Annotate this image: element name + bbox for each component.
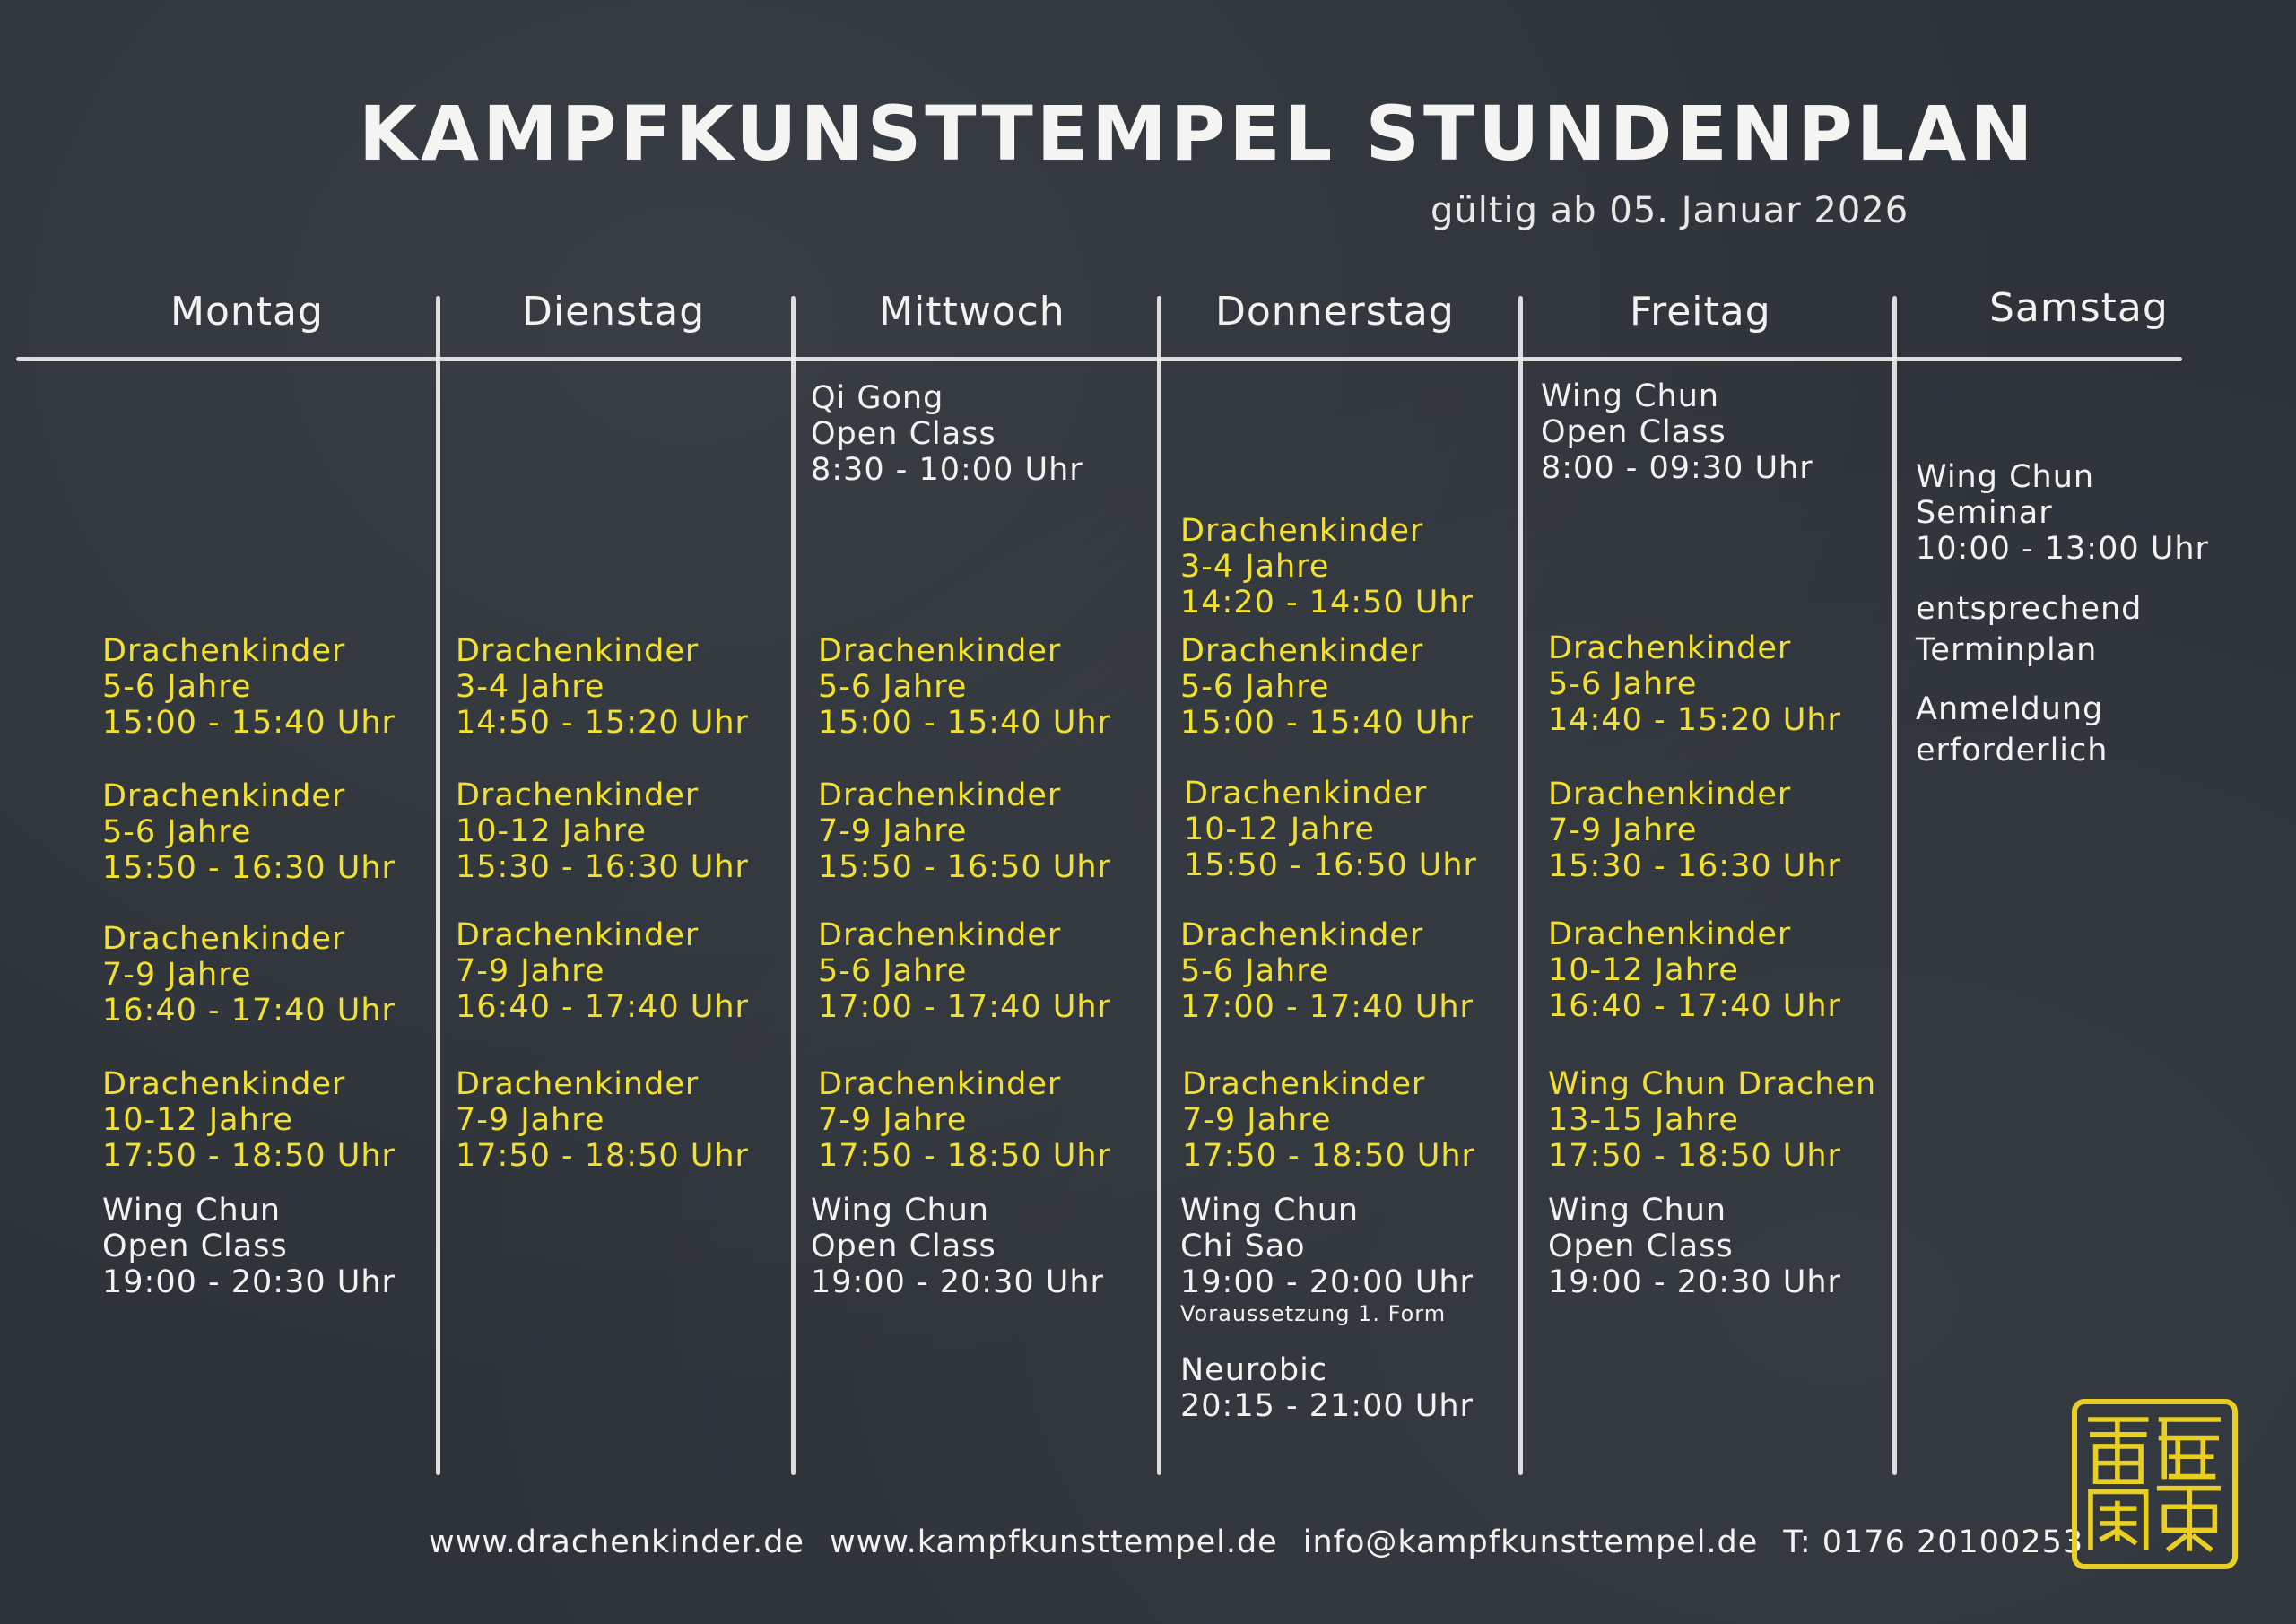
class-entry: Wing Chun Drachen 13-15 Jahre 17:50 - 18:50 Uhr [1548, 1066, 1877, 1174]
day-header-donnerstag: Donnerstag [1215, 289, 1455, 334]
website-link-drachenkinder[interactable]: www.drachenkinder.de [429, 1524, 804, 1560]
class-entry: Drachenkinder 5-6 Jahre 17:00 - 17:40 Uhr [1180, 917, 1474, 1025]
valid-from-date: gültig ab 05. Januar 2026 [1431, 190, 1909, 231]
class-entry: Drachenkinder 7-9 Jahre 17:50 - 18:50 Uhr [456, 1066, 749, 1174]
class-entry: Drachenkinder 7-9 Jahre 16:40 - 17:40 Uhr [456, 917, 749, 1025]
class-entry: Neurobic 20:15 - 21:00 Uhr [1180, 1352, 1474, 1424]
class-entry: Drachenkinder 7-9 Jahre 15:50 - 16:50 Uhr [818, 777, 1111, 885]
class-entry: Wing Chun Open Class 19:00 - 20:30 Uhr [811, 1193, 1104, 1300]
class-entry: Drachenkinder 10-12 Jahre 15:30 - 16:30 Uhr [456, 777, 749, 885]
class-entry: Wing Chun Chi Sao 19:00 - 20:00 Uhr Voraussetzung 1. Form [1180, 1193, 1474, 1326]
class-entry: Drachenkinder 3-4 Jahre 14:50 - 15:20 Uhr [456, 633, 749, 741]
class-entry: Drachenkinder 5-6 Jahre 15:00 - 15:40 Uhr [102, 633, 396, 741]
phone-number: T: 0176 20100253 [1783, 1524, 2084, 1560]
column-divider [791, 296, 796, 1475]
email-link[interactable]: info@kampfkunsttempel.de [1302, 1524, 1759, 1560]
class-entry: Drachenkinder 10-12 Jahre 16:40 - 17:40 Uhr [1548, 916, 1841, 1024]
day-header-freitag: Freitag [1630, 289, 1771, 334]
header-divider [16, 357, 2182, 361]
class-entry: Wing Chun Open Class 19:00 - 20:30 Uhr [102, 1193, 396, 1300]
chinese-seal-stamp-icon [2072, 1399, 2238, 1569]
day-header-montag: Montag [170, 289, 324, 334]
class-entry: Drachenkinder 7-9 Jahre 15:30 - 16:30 Uhr [1548, 777, 1841, 884]
column-divider [1157, 296, 1161, 1475]
class-entry: Drachenkinder 7-9 Jahre 17:50 - 18:50 Uhr [1182, 1066, 1475, 1174]
class-entry: Drachenkinder 5-6 Jahre 15:00 - 15:40 Uhr [818, 633, 1111, 741]
class-entry: Drachenkinder 7-9 Jahre 16:40 - 17:40 Uhr [102, 921, 396, 1029]
class-entry: Drachenkinder 7-9 Jahre 17:50 - 18:50 Uhr [818, 1066, 1111, 1174]
class-entry: Drachenkinder 5-6 Jahre 15:00 - 15:40 Uhr [1180, 633, 1474, 741]
class-entry: Drachenkinder 5-6 Jahre 15:50 - 16:30 Uhr [102, 778, 396, 886]
class-note: Voraussetzung 1. Form [1180, 1301, 1447, 1326]
column-divider [1892, 296, 1897, 1475]
class-entry: entsprechend Terminplan [1916, 591, 2143, 668]
day-header-mittwoch: Mittwoch [879, 289, 1065, 334]
website-link-kampfkunsttempel[interactable]: www.kampfkunsttempel.de [829, 1524, 1278, 1560]
footer-contact [429, 1524, 2109, 1560]
class-entry: Drachenkinder 5-6 Jahre 17:00 - 17:40 Uhr [818, 917, 1111, 1025]
class-entry: Drachenkinder 5-6 Jahre 14:40 - 15:20 Uhr [1548, 630, 1841, 738]
column-divider [436, 296, 440, 1475]
class-entry: Wing Chun Seminar 10:00 - 13:00 Uhr [1916, 459, 2209, 567]
class-entry: Anmeldung erforderlich [1916, 691, 2109, 769]
class-entry: Wing Chun Open Class 8:00 - 09:30 Uhr [1541, 378, 1813, 486]
class-entry: Drachenkinder 10-12 Jahre 17:50 - 18:50 Uhr [102, 1066, 396, 1174]
page-title: KAMPFKUNSTTEMPEL STUNDENPLAN [359, 90, 2037, 178]
day-header-dienstag: Dienstag [522, 289, 706, 334]
column-divider [1518, 296, 1523, 1475]
class-entry: Wing Chun Open Class 19:00 - 20:30 Uhr [1548, 1193, 1841, 1300]
class-entry: Qi Gong Open Class 8:30 - 10:00 Uhr [811, 380, 1083, 488]
class-entry: Drachenkinder 3-4 Jahre 14:20 - 14:50 Uhr [1180, 513, 1474, 621]
day-header-samstag: Samstag [1989, 285, 2169, 331]
class-entry: Drachenkinder 10-12 Jahre 15:50 - 16:50 Uhr [1184, 776, 1477, 883]
